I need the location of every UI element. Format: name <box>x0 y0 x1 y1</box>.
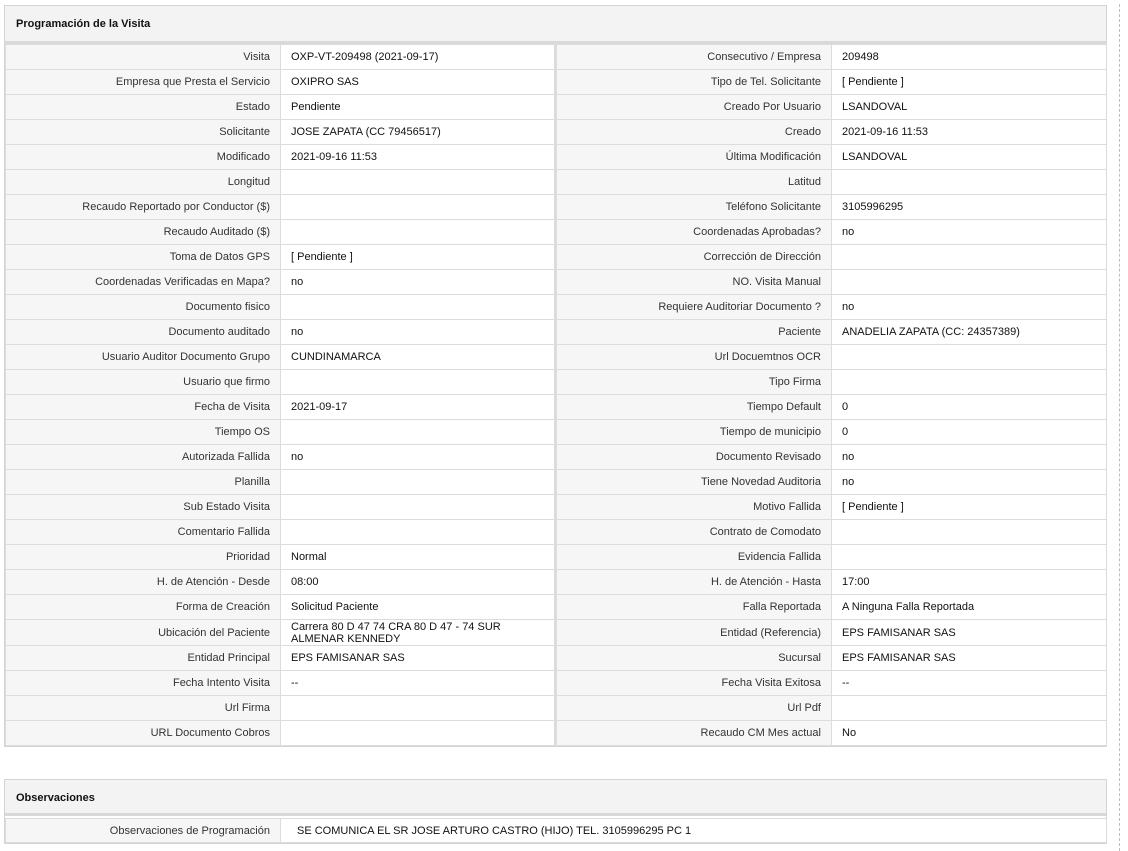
field-row <box>6 470 1107 495</box>
field-label: Última Modificación <box>556 145 832 170</box>
field-value <box>281 696 556 721</box>
field-value: CUNDINAMARCA <box>281 345 556 370</box>
field-value: 2021-09-17 <box>281 395 556 420</box>
field-label: Creado Por Usuario <box>556 95 832 120</box>
field-value: 2021-09-16 11:53 <box>281 145 556 170</box>
field-value: -- <box>832 671 1107 696</box>
field-value <box>832 245 1107 270</box>
field-value <box>281 295 556 320</box>
field-label: Teléfono Solicitante <box>556 195 832 220</box>
field-row <box>6 245 1107 270</box>
field-row <box>6 345 1107 370</box>
field-label: Fecha Visita Exitosa <box>556 671 832 696</box>
field-row <box>6 320 1107 345</box>
field-value: Carrera 80 D 47 74 CRA 80 D 47 - 74 SUR ALMENAR KENNEDY <box>281 620 556 646</box>
field-label: Recaudo Reportado por Conductor ($) <box>6 195 281 220</box>
field-label: Creado <box>556 120 832 145</box>
field-row <box>6 295 1107 320</box>
field-row <box>6 545 1107 570</box>
field-label: Sub Estado Visita <box>6 495 281 520</box>
field-label: Documento fisico <box>6 295 281 320</box>
field-label: Visita <box>6 45 281 70</box>
field-row <box>6 370 1107 395</box>
field-row <box>6 70 1107 95</box>
field-label: Documento Revisado <box>556 445 832 470</box>
field-label: Solicitante <box>6 120 281 145</box>
field-value: No <box>832 721 1107 746</box>
programacion-panel <box>4 5 1107 747</box>
programacion-title: Programación de la Visita <box>5 6 1106 44</box>
field-row <box>6 120 1107 145</box>
field-value: Normal <box>281 545 556 570</box>
field-value <box>281 220 556 245</box>
field-row <box>6 495 1107 520</box>
field-value: -- <box>281 671 556 696</box>
field-row <box>6 646 1107 671</box>
field-label: Toma de Datos GPS <box>6 245 281 270</box>
field-row <box>6 220 1107 245</box>
field-value <box>832 520 1107 545</box>
field-label: Url Pdf <box>556 696 832 721</box>
field-value <box>281 520 556 545</box>
field-value: 0 <box>832 420 1107 445</box>
field-label: Modificado <box>6 145 281 170</box>
field-value: Solicitud Paciente <box>281 595 556 620</box>
field-value: [ Pendiente ] <box>832 70 1107 95</box>
field-value: ANADELIA ZAPATA (CC: 24357389) <box>832 320 1107 345</box>
field-label: Ubicación del Paciente <box>6 620 281 646</box>
field-label: Evidencia Fallida <box>556 545 832 570</box>
observaciones-table <box>5 818 1107 843</box>
field-label: Comentario Fallida <box>6 520 281 545</box>
field-value: 2021-09-16 11:53 <box>832 120 1107 145</box>
field-value: no <box>832 445 1107 470</box>
field-row <box>6 170 1107 195</box>
field-label: Fecha de Visita <box>6 395 281 420</box>
field-value: 209498 <box>832 45 1107 70</box>
field-value: LSANDOVAL <box>832 95 1107 120</box>
field-value: JOSE ZAPATA (CC 79456517) <box>281 120 556 145</box>
field-row <box>6 570 1107 595</box>
observaciones-value: SE COMUNICA EL SR JOSE ARTURO CASTRO (HIJO) TEL. 3105996295 PC 1 <box>281 819 1107 843</box>
field-row <box>6 696 1107 721</box>
observaciones-title: Observaciones <box>5 780 1106 816</box>
field-label: Prioridad <box>6 545 281 570</box>
field-label: Consecutivo / Empresa <box>556 45 832 70</box>
field-value: Pendiente <box>281 95 556 120</box>
field-label: Fecha Intento Visita <box>6 671 281 696</box>
field-label: Sucursal <box>556 646 832 671</box>
field-label: Recaudo Auditado ($) <box>6 220 281 245</box>
field-label: Tiene Novedad Auditoria <box>556 470 832 495</box>
field-label: Recaudo CM Mes actual <box>556 721 832 746</box>
field-value: EPS FAMISANAR SAS <box>832 646 1107 671</box>
field-label: Motivo Fallida <box>556 495 832 520</box>
field-label: Coordenadas Aprobadas? <box>556 220 832 245</box>
observaciones-panel <box>4 779 1107 844</box>
field-value: EPS FAMISANAR SAS <box>281 646 556 671</box>
field-row <box>6 270 1107 295</box>
field-label: Tiempo Default <box>556 395 832 420</box>
field-value: no <box>832 470 1107 495</box>
field-label: Entidad (Referencia) <box>556 620 832 646</box>
field-label: Estado <box>6 95 281 120</box>
field-row <box>6 595 1107 620</box>
field-label: NO. Visita Manual <box>556 270 832 295</box>
field-label: H. de Atención - Desde <box>6 570 281 595</box>
page-divider <box>1119 4 1120 851</box>
field-value: 0 <box>832 395 1107 420</box>
field-row <box>6 721 1107 746</box>
field-row <box>6 45 1107 70</box>
field-row <box>6 520 1107 545</box>
field-label: Requiere Auditoriar Documento ? <box>556 295 832 320</box>
field-row <box>6 445 1107 470</box>
field-label: Tiempo de municipio <box>556 420 832 445</box>
field-row <box>6 95 1107 120</box>
field-label: Documento auditado <box>6 320 281 345</box>
field-label: Entidad Principal <box>6 646 281 671</box>
field-value: no <box>832 295 1107 320</box>
field-label: Url Docuemtnos OCR <box>556 345 832 370</box>
field-value: no <box>281 270 556 295</box>
field-value <box>281 170 556 195</box>
field-value: no <box>832 220 1107 245</box>
field-value <box>832 696 1107 721</box>
field-label: Usuario Auditor Documento Grupo <box>6 345 281 370</box>
field-value: no <box>281 445 556 470</box>
observaciones-row <box>6 819 1107 843</box>
field-value: OXIPRO SAS <box>281 70 556 95</box>
field-value: 08:00 <box>281 570 556 595</box>
field-value <box>832 370 1107 395</box>
field-value <box>281 370 556 395</box>
field-value: 17:00 <box>832 570 1107 595</box>
field-value <box>281 470 556 495</box>
field-label: Planilla <box>6 470 281 495</box>
field-value <box>832 345 1107 370</box>
field-label: Latitud <box>556 170 832 195</box>
field-label: Coordenadas Verificadas en Mapa? <box>6 270 281 295</box>
field-label: H. de Atención - Hasta <box>556 570 832 595</box>
field-row <box>6 395 1107 420</box>
field-value <box>281 420 556 445</box>
field-value <box>281 495 556 520</box>
field-label: Tiempo OS <box>6 420 281 445</box>
field-value: no <box>281 320 556 345</box>
field-label: Falla Reportada <box>556 595 832 620</box>
field-row <box>6 420 1107 445</box>
field-label: Forma de Creación <box>6 595 281 620</box>
field-label: Tipo de Tel. Solicitante <box>556 70 832 95</box>
field-row <box>6 671 1107 696</box>
field-label: Corrección de Dirección <box>556 245 832 270</box>
field-label: Tipo Firma <box>556 370 832 395</box>
field-value <box>832 170 1107 195</box>
field-row <box>6 195 1107 220</box>
field-label: Paciente <box>556 320 832 345</box>
field-label: Empresa que Presta el Servicio <box>6 70 281 95</box>
field-value: [ Pendiente ] <box>832 495 1107 520</box>
field-value: 3105996295 <box>832 195 1107 220</box>
field-label: Usuario que firmo <box>6 370 281 395</box>
field-label: Autorizada Fallida <box>6 445 281 470</box>
field-value <box>832 545 1107 570</box>
field-value: [ Pendiente ] <box>281 245 556 270</box>
field-value: LSANDOVAL <box>832 145 1107 170</box>
programacion-table <box>5 44 1107 746</box>
field-value <box>832 270 1107 295</box>
field-label: Url Firma <box>6 696 281 721</box>
field-value <box>281 721 556 746</box>
field-label: URL Documento Cobros <box>6 721 281 746</box>
field-label: Longitud <box>6 170 281 195</box>
field-label: Contrato de Comodato <box>556 520 832 545</box>
observaciones-label: Observaciones de Programación <box>6 819 281 843</box>
field-row <box>6 620 1107 646</box>
field-value: OXP-VT-209498 (2021-09-17) <box>281 45 556 70</box>
field-row <box>6 145 1107 170</box>
field-value <box>281 195 556 220</box>
field-value: A Ninguna Falla Reportada <box>832 595 1107 620</box>
field-value: EPS FAMISANAR SAS <box>832 620 1107 646</box>
